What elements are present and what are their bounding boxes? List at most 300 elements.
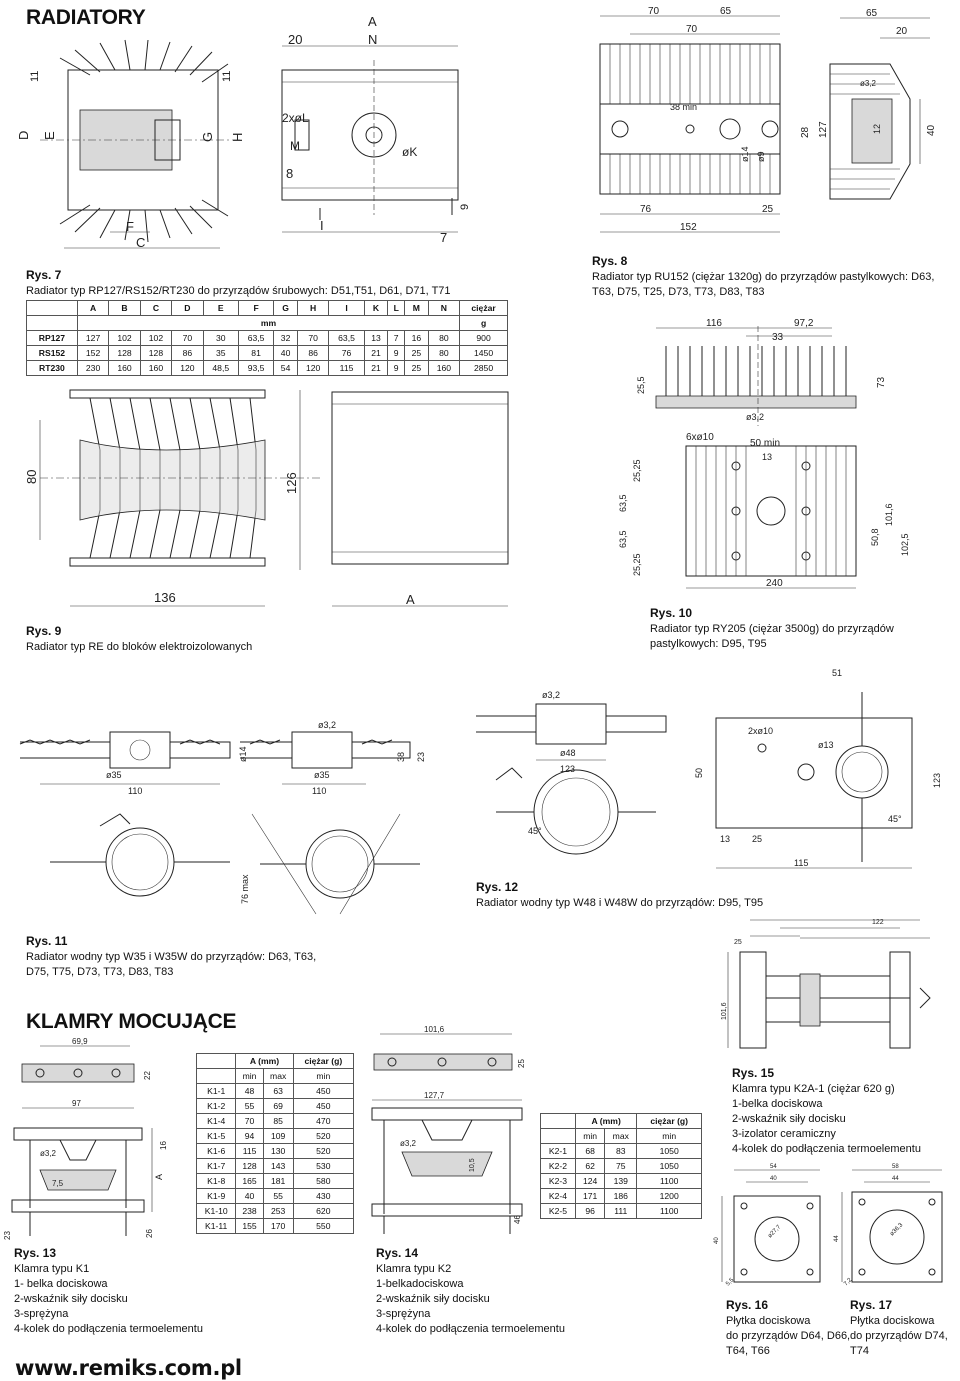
fig16-label: Rys. 16 (726, 1298, 769, 1312)
table-cell: 186 (605, 1189, 637, 1204)
fig10-dim-240: 240 (766, 578, 783, 589)
table-cell: 2850 (460, 361, 508, 376)
table-cell: 93,5 (238, 361, 273, 376)
fig8-dim-70a: 70 (648, 6, 660, 17)
table-cell (197, 1054, 236, 1069)
fig10-dim-13: 13 (762, 452, 773, 462)
table-cell: K1-1 (197, 1084, 236, 1099)
table-cell: 170 (263, 1219, 293, 1234)
fig10-dim-97: 97,2 (794, 318, 814, 329)
fig17-label: Rys. 17 (850, 1298, 893, 1312)
table-cell: A (mm) (576, 1114, 637, 1129)
fig7-dim-M: M (290, 139, 300, 153)
table-cell: 109 (263, 1129, 293, 1144)
fig8-drawing (590, 4, 950, 244)
table-row (197, 1219, 354, 1234)
table-cell: 160 (140, 361, 171, 376)
table-row (197, 1159, 354, 1174)
fig10-dim-50: 50 min (750, 438, 781, 449)
fig12-dim-2x10: 2xø10 (748, 726, 774, 736)
fig10-top-view (686, 446, 856, 588)
table-cell: 83 (605, 1144, 637, 1159)
fig8-dim-32: ø3,2 (860, 79, 877, 88)
table-row (541, 1144, 702, 1159)
fig14-dim-32: ø3,2 (400, 1139, 417, 1148)
fig7-dim-C: C (136, 235, 146, 250)
footer-url[interactable]: www.remiks.com.pl (15, 1356, 242, 1380)
table-cell: 80 (428, 331, 459, 346)
table-cell: 900 (460, 331, 508, 346)
fig7-dim-20: 20 (288, 32, 303, 47)
fig9-profile (40, 390, 320, 566)
table-cell: 139 (605, 1174, 637, 1189)
table-cell: 81 (238, 346, 273, 361)
fig12-drawing (476, 662, 950, 878)
fig12-text: Radiator wodny typ W48 i W48W do przyrządów: D95, T95 (476, 897, 764, 909)
fig11-caption (26, 934, 326, 980)
fig7-dim-G: G (200, 131, 215, 142)
fig12-side-view (716, 692, 912, 868)
fig13-line-4: 3-sprężyna (14, 1308, 69, 1320)
table-cell: 115 (236, 1144, 263, 1159)
fig7-dim-K: øK (402, 145, 418, 159)
table-cell: H (297, 301, 328, 316)
table-cell: 165 (236, 1174, 263, 1189)
table-cell: 230 (77, 361, 108, 376)
table-cell: 68 (576, 1144, 605, 1159)
table-cell: I (329, 301, 364, 316)
fig16-caption (726, 1298, 856, 1359)
table-cell: 62 (576, 1159, 605, 1174)
table-cell: 550 (293, 1219, 353, 1234)
table-cell: 9 (388, 361, 405, 376)
fig14-drawing (362, 1025, 532, 1238)
fig14-dim-1016: 101,6 (424, 1025, 445, 1034)
fig9-caption (26, 624, 386, 655)
fig11-dim-38: 38 (396, 751, 406, 762)
table-cell: 124 (576, 1174, 605, 1189)
table-row (541, 1174, 702, 1189)
table-cell: 63,5 (238, 331, 273, 346)
fig12-dim-45b: 45° (888, 814, 902, 824)
table-row (541, 1204, 702, 1219)
table-cell: ciężar (460, 301, 508, 316)
table-cell: 1100 (637, 1174, 702, 1189)
fig7-caption (26, 268, 466, 299)
table-cell: K2-2 (541, 1159, 576, 1174)
fig11-dim-110a: 110 (128, 786, 143, 796)
fig7-drawing (16, 10, 480, 260)
table-cell: 40 (274, 346, 298, 361)
fig17-line-1: Płytka dociskowa (850, 1315, 935, 1327)
table-cell: 430 (293, 1189, 353, 1204)
fig16-drawing (710, 1162, 828, 1288)
table-row (197, 1099, 354, 1114)
table-row (27, 361, 508, 376)
fig14-line-5: 4-kolek do podłączenia termoelementu (376, 1323, 565, 1335)
fig9-text: Radiator typ RE do bloków elektroizolowanych (26, 641, 253, 653)
table-row (197, 1129, 354, 1144)
table-cell: 450 (293, 1099, 353, 1114)
table-row (197, 1204, 354, 1219)
fig8-dim-38: 38 min (670, 102, 698, 112)
fig8-dim-152: 152 (680, 222, 697, 233)
fig17-dim-363: ø36,3 (889, 1222, 905, 1238)
table-cell: 25 (405, 361, 429, 376)
fig12-dim-32: ø3,2 (542, 690, 561, 700)
table-cell: g (460, 316, 508, 331)
table-cell: min (293, 1069, 353, 1084)
fig11-drawing (20, 714, 440, 934)
table-cell: C (140, 301, 171, 316)
fig10-dim-635b: 63,5 (618, 530, 628, 548)
table-cell: min (236, 1069, 263, 1084)
table-cell: 111 (605, 1204, 637, 1219)
table-cell: K1-2 (197, 1099, 236, 1114)
table-cell: 96 (576, 1204, 605, 1219)
fig12-caption (476, 880, 776, 911)
fig14-line-2: 1-belkadociskowa (376, 1278, 464, 1290)
table-cell: 520 (293, 1144, 353, 1159)
fig13-dim-97: 97 (72, 1099, 81, 1108)
table-cell: 63,5 (329, 331, 364, 346)
table-cell: 120 (297, 361, 328, 376)
fig13-line-5: 4-kolek do podłączenia termoelementu (14, 1323, 203, 1335)
fig8-dim-76: 76 (640, 204, 652, 215)
table-cell: F (238, 301, 273, 316)
table-cell: 54 (274, 361, 298, 376)
table-cell: 25 (405, 346, 429, 361)
fig8-dim-127: 127 (818, 121, 829, 138)
table-cell: N (428, 301, 459, 316)
fig10-dim-1025: 102,5 (900, 533, 910, 556)
fig11-dim-32: ø3,2 (318, 720, 337, 730)
table-row (197, 1114, 354, 1129)
fig17-dim-44v: 44 (834, 1235, 840, 1242)
table-row (197, 1174, 354, 1189)
fig16-line-3: T64, T66 (726, 1345, 770, 1357)
fig8-dim-65b: 65 (866, 8, 878, 19)
fig8-caption (592, 254, 952, 300)
table-cell: 127 (77, 331, 108, 346)
table-cell: 580 (293, 1174, 353, 1189)
table-cell: K2-1 (541, 1144, 576, 1159)
table-cell: 128 (109, 346, 140, 361)
fig11-dim-14: ø14 (238, 746, 248, 762)
fig10-dim-33: 33 (772, 332, 784, 343)
table-cell: M (405, 301, 429, 316)
table-row (197, 1189, 354, 1204)
fig8-dim-28: 28 (800, 126, 811, 138)
fig7-dim-D: D (16, 130, 31, 140)
fig12-dim-25: 25 (752, 834, 763, 844)
fig13-dim-26: 26 (145, 1229, 154, 1238)
table-cell: E (203, 301, 238, 316)
fig14-line-1: Klamra typu K2 (376, 1263, 452, 1275)
fig15-line-4: 3-izolator ceramiczny (732, 1128, 836, 1140)
table-cell: K1-5 (197, 1129, 236, 1144)
table-cell: L (388, 301, 405, 316)
fig7-table (26, 300, 508, 376)
fig16-dim-54: 54 (770, 1164, 777, 1170)
table-cell: B (109, 301, 140, 316)
fig10-side-view (656, 326, 856, 426)
fig10-dim-2525b: 25,25 (632, 553, 642, 576)
fig7-label: Rys. 7 (26, 268, 62, 282)
fig16-line-2: do przyrządów D64, D66, (726, 1330, 851, 1342)
table-cell: 35 (203, 346, 238, 361)
fig10-dim-635a: 63,5 (618, 494, 628, 512)
table-row (197, 1084, 354, 1099)
section-title-clamps: KLAMRY MOCUJĄCE (26, 1010, 237, 1033)
table-cell: 21 (364, 346, 388, 361)
table-cell: 86 (297, 346, 328, 361)
table-cell: 32 (274, 331, 298, 346)
fig14-dim-1277: 127,7 (424, 1091, 445, 1100)
fig11-label: Rys. 11 (26, 934, 68, 948)
table-cell: 470 (293, 1114, 353, 1129)
fig13-drawing (0, 1037, 180, 1240)
table-cell: 1200 (637, 1189, 702, 1204)
table-cell: 160 (428, 361, 459, 376)
fig7-table-header (27, 301, 508, 316)
fig13-dim-7: 7,5 (52, 1179, 64, 1188)
fig10-dim-6x10: 6xø10 (686, 432, 714, 443)
table-cell: 155 (236, 1219, 263, 1234)
table-cell: 450 (293, 1084, 353, 1099)
fig9-top-view (332, 392, 508, 564)
fig13-dim-16: 16 (159, 1141, 168, 1150)
fig11-view-left (20, 732, 230, 784)
fig12-dim-123: 123 (560, 764, 576, 774)
fig11-dim-23: 23 (416, 751, 426, 762)
table-cell: RT230 (27, 361, 78, 376)
table-cell: 128 (140, 346, 171, 361)
fig16-line-1: Płytka dociskowa (726, 1315, 811, 1327)
fig8-text: Radiator typ RU152 (ciężar 1320g) do przyrządów pastylkowych: D63, T63, D75, T25, D73, T73, D83, T83 (592, 271, 935, 298)
fig14-dim-46: 46 (513, 1215, 522, 1224)
fig10-dim-508: 50,8 (870, 528, 880, 546)
fig13-table (196, 1053, 354, 1234)
fig13-dim-A: A (154, 1173, 164, 1180)
table-cell (541, 1114, 576, 1129)
fig12-dim-123b: 123 (932, 772, 942, 788)
table-cell: RP127 (27, 331, 78, 346)
table-cell: 75 (605, 1159, 637, 1174)
fig8-dim-70b: 70 (686, 24, 698, 35)
fig10-dim-1016: 101,6 (884, 503, 894, 526)
fig7-top-view (282, 46, 458, 232)
table-cell (27, 301, 78, 316)
fig16-dim-277: ø27,7 (767, 1224, 783, 1240)
fig9-dim-136: 136 (154, 590, 176, 605)
fig7-dim-8: 8 (286, 166, 294, 181)
fig7-dim-E: E (42, 131, 57, 140)
fig8-dim-12: 12 (872, 123, 882, 134)
table-cell: 40 (236, 1189, 263, 1204)
table-cell: 115 (329, 361, 364, 376)
fig10-dim-2525a: 25,25 (632, 459, 642, 482)
table-cell: 143 (263, 1159, 293, 1174)
table-cell: 1100 (637, 1204, 702, 1219)
table-cell: D (172, 301, 203, 316)
table-cell: RS152 (27, 346, 78, 361)
fig8-dim-25: 25 (762, 204, 774, 215)
table-cell (197, 1069, 236, 1084)
fig10-dim-116: 116 (706, 318, 722, 329)
table-cell: min (576, 1129, 605, 1144)
table-cell: 1050 (637, 1159, 702, 1174)
fig12-label: Rys. 12 (476, 880, 519, 894)
fig7-dim-H: H (230, 132, 245, 142)
fig14-dim-105: 10,5 (469, 1158, 476, 1172)
table-row (541, 1189, 702, 1204)
fig13-label: Rys. 13 (14, 1246, 57, 1260)
fig9-drawing (20, 380, 500, 620)
table-cell: A (mm) (236, 1054, 293, 1069)
table-cell: max (263, 1069, 293, 1084)
table-cell: K2-5 (541, 1204, 576, 1219)
table-cell: K (364, 301, 388, 316)
table-cell: 520 (293, 1129, 353, 1144)
fig14-label: Rys. 14 (376, 1246, 419, 1260)
table-cell: 70 (297, 331, 328, 346)
table-cell (541, 1129, 576, 1144)
table-cell: 94 (236, 1129, 263, 1144)
table-cell: 238 (236, 1204, 263, 1219)
fig14-caption (376, 1246, 676, 1337)
table-cell: 102 (140, 331, 171, 346)
table-cell: 181 (263, 1174, 293, 1189)
table-cell: 70 (236, 1114, 263, 1129)
fig7-dim-N: N (368, 32, 378, 47)
fig12-dim-13b: 13 (720, 834, 731, 844)
table-cell: G (274, 301, 298, 316)
table-cell: 69 (263, 1099, 293, 1114)
fig10-text: Radiator typ RY205 (ciężar 3500g) do przyrządów pastylkowych: D95, T95 (650, 623, 894, 650)
fig17-dim-44: 44 (892, 1176, 899, 1182)
fig14-table (540, 1113, 702, 1219)
fig9-dim-80: 80 (24, 469, 39, 484)
fig13-dim-32: ø3,2 (40, 1149, 57, 1158)
table-cell: 120 (172, 361, 203, 376)
fig8-label: Rys. 8 (592, 254, 628, 268)
table-cell: ciężar (g) (293, 1054, 353, 1069)
fig15-line-5: 4-kolek do podłączenia termoelementu (732, 1143, 921, 1155)
fig14-dim-25: 25 (517, 1059, 526, 1068)
table-cell: 160 (109, 361, 140, 376)
table-cell: 1450 (460, 346, 508, 361)
fig8-dim-14: ø14 (740, 146, 750, 162)
table-cell: K1-8 (197, 1174, 236, 1189)
fig15-dim-122: 122 (872, 919, 884, 926)
fig13-caption (14, 1246, 314, 1337)
table-cell: mm (77, 316, 459, 331)
fig7-dim-11a: 11 (29, 70, 41, 82)
table-cell: max (605, 1129, 637, 1144)
table-cell: K1-10 (197, 1204, 236, 1219)
fig13-line-1: Klamra typu K1 (14, 1263, 90, 1275)
fig8-dim-40: 40 (926, 124, 937, 136)
fig8-front-view (600, 44, 780, 232)
fig17-drawing (832, 1162, 950, 1288)
table-cell: 530 (293, 1159, 353, 1174)
fig13-line-2: 1- belka dociskowa (14, 1278, 108, 1290)
table-row (541, 1159, 702, 1174)
fig7-text: Radiator typ RP127/RS152/RT230 do przyrządów śrubowych: D51,T51, D61, D71, T71 (26, 285, 451, 297)
table-cell: 1050 (637, 1144, 702, 1159)
fig12-dim-48: ø48 (560, 748, 576, 758)
table-cell: K1-4 (197, 1114, 236, 1129)
table-cell: 63 (263, 1084, 293, 1099)
table-cell: K2-4 (541, 1189, 576, 1204)
page-title: RADIATORY (26, 6, 146, 29)
fig11-dim-35b: ø35 (314, 770, 330, 780)
table-row (27, 331, 508, 346)
fig7-dim-F: F (126, 219, 134, 234)
table-cell: 9 (388, 346, 405, 361)
table-cell: 130 (263, 1144, 293, 1159)
table-cell: 30 (203, 331, 238, 346)
table-cell: 70 (172, 331, 203, 346)
fig15-line-3: 2-wskaźnik siły docisku (732, 1113, 846, 1125)
fig14-line-3: 2-wskaźnik siły docisku (376, 1293, 490, 1305)
fig15-caption (732, 1066, 952, 1157)
fig9-dim-126: 126 (284, 472, 299, 494)
fig12-dim-45a: 45° (528, 826, 542, 836)
fig17-dim-58: 58 (892, 1164, 899, 1170)
fig8-dim-20: 20 (896, 26, 908, 37)
table-cell: 21 (364, 361, 388, 376)
table-cell: A (77, 301, 108, 316)
table-cell: K1-11 (197, 1219, 236, 1234)
fig12-dim-115: 115 (794, 858, 809, 868)
fig10-dim-32: ø3,2 (746, 412, 765, 422)
table-cell: 16 (405, 331, 429, 346)
table-row (197, 1144, 354, 1159)
table-cell: K1-7 (197, 1159, 236, 1174)
table-cell: K1-9 (197, 1189, 236, 1204)
fig14-line-4: 3-sprężyna (376, 1308, 431, 1320)
fig17-line-2: do przyrządów D74, T74 (850, 1330, 948, 1357)
table-cell: 620 (293, 1204, 353, 1219)
fig11-circle-left (50, 814, 230, 896)
table-cell: 171 (576, 1189, 605, 1204)
table-cell: K2-3 (541, 1174, 576, 1189)
fig13-dim-699: 69,9 (72, 1037, 88, 1046)
fig7-dim-7: 7 (440, 230, 448, 245)
table-cell: 13 (364, 331, 388, 346)
fig12-dim-51: 51 (832, 668, 843, 678)
fig15-dim-25: 25 (734, 939, 742, 946)
table-cell: 48,5 (203, 361, 238, 376)
fig8-dim-65: 65 (720, 6, 732, 17)
fig15-line-2: 1-belka dociskowa (732, 1098, 823, 1110)
fig12-dim-13: ø13 (818, 740, 834, 750)
fig13-line-3: 2-wskaźnik siły docisku (14, 1293, 128, 1305)
fig8-dim-9: ø9 (756, 151, 766, 162)
table-cell: 55 (236, 1099, 263, 1114)
fig15-label: Rys. 15 (732, 1066, 775, 1080)
fig10-drawing (596, 316, 950, 596)
fig15-line-1: Klamra typu K2A-1 (ciężar 620 g) (732, 1083, 895, 1095)
fig10-label: Rys. 10 (650, 606, 693, 620)
table-cell: 128 (236, 1159, 263, 1174)
table-cell: 76 (329, 346, 364, 361)
table-cell: K1-6 (197, 1144, 236, 1159)
fig16-dim-40v: 40 (714, 1237, 720, 1244)
table-cell: 86 (172, 346, 203, 361)
